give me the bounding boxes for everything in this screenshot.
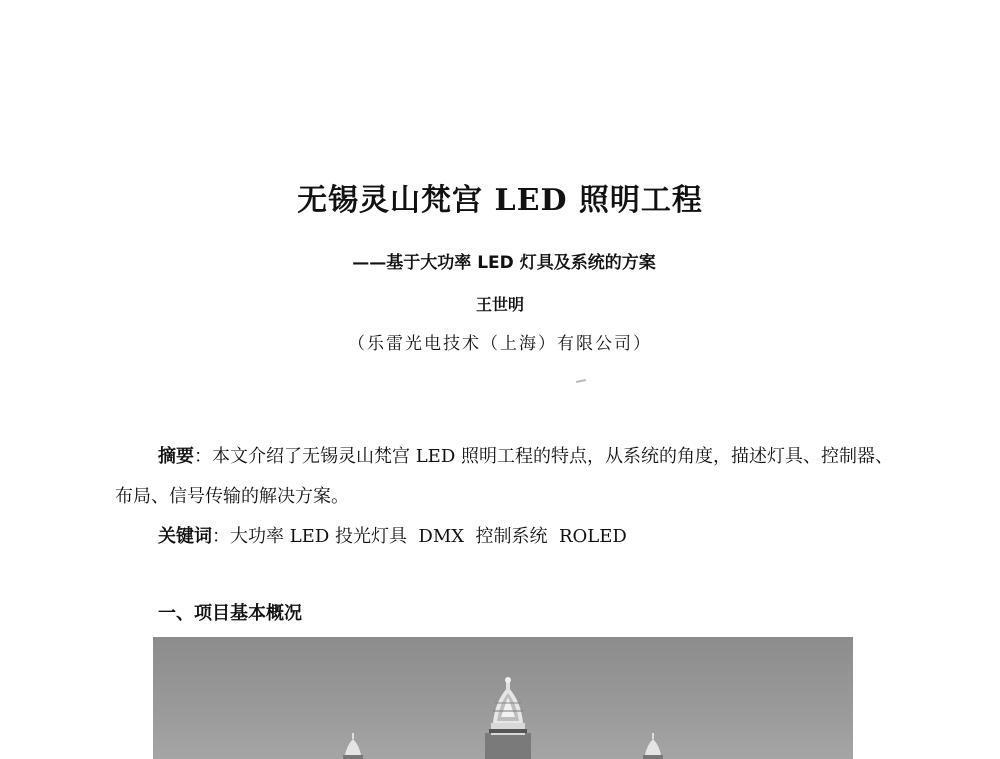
author-affiliation: （乐雷光电技术（上海）有限公司） [348,334,652,354]
keywords-label: 关键词 [158,526,212,547]
central-spire [485,677,531,759]
paper-title: 无锡灵山梵宫 LED 照明工程 [297,183,703,218]
right-spire [643,733,663,759]
scan-speck [576,379,586,383]
keywords-line [158,522,627,548]
abstract-separator: ： [194,446,212,467]
building-silhouette [153,637,853,759]
abstract-text: 本文介绍了无锡灵山梵宫 LED 照明工程的特点，从系统的角度，描述灯具、控制器、布局、信号传输的解决方案。 [115,446,893,507]
paper-subtitle: ——基于大功率 LED 灯具及系统的方案 [352,253,656,273]
author-name: 王世明 [475,295,524,314]
keywords-separator: ： [212,526,230,547]
left-spire [343,733,363,759]
building-photo [153,637,853,759]
keywords-text: 大功率 LED 投光灯具 DMX 控制系统 ROLED [230,526,627,547]
section-heading: 一、项目基本概况 [158,603,302,624]
abstract-paragraph [115,437,905,517]
abstract-label: 摘要 [158,446,194,467]
